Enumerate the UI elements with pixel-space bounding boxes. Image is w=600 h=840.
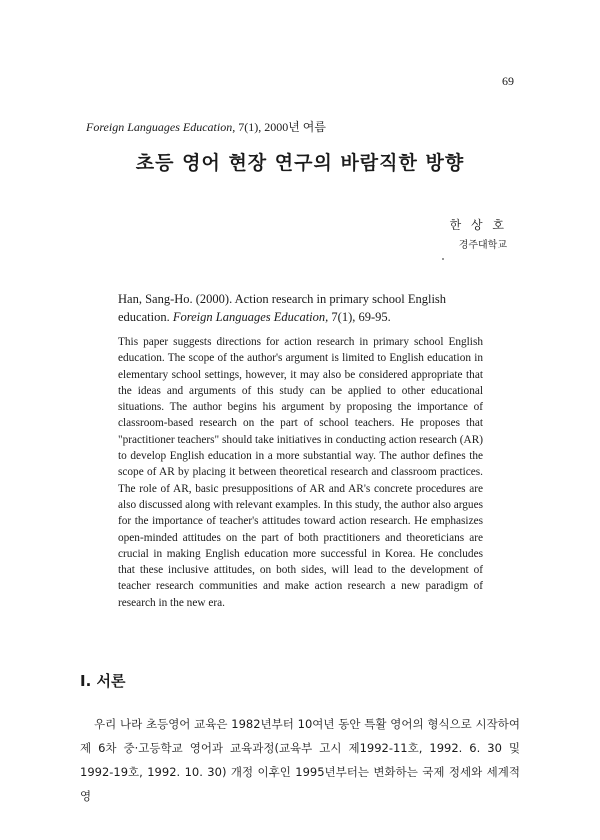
journal-header [86,118,326,135]
journal-name: Foreign Languages Education, [86,120,236,134]
journal-details: 7(1), 2000년 여름 [235,120,326,134]
section-body [80,712,520,808]
citation-prefix: Han, Sang-Ho. (2000). Action research in primary school English education. [118,292,447,324]
section-body-text: 우리 나라 초등영어 교육은 1982년부터 10여년 동안 특활 영어의 형식으로 시작하여 제 6차 중·고등학교 영어과 교육과정(교육부 고시 제1992-11호, 1992. 6. 30 및 1992-19호, 1992. 10. 30) 개정 이후인 1995년부터는 변화하는 국제 정세와 세계적 영 [80,717,520,803]
page-number: 69 [502,74,514,88]
author-name: 한 상 호 [449,218,507,232]
section-heading: I. 서론 [80,672,126,690]
paper-title: 초등 영어 현장 연구의 바람직한 방향 [135,152,465,174]
stray-mark [442,258,444,260]
abstract: This paper suggests directions for action research in primary school English education. The scope of the author's argument is limited to English education in elementary school settings, however, it may also be considered appropriate that the ideas and arguments of this study can be applied to other educational situations. The author begins his argument by proposing the importance of classroom-based research on the part of school teachers. He proposes that "practitioner teachers" should take initiatives in conducting action research (AR) to develop English education in a more substantial way. The author defines the scope of AR by placing it between theoretical research and classroom practices. The role of AR, basic presuppositions of AR and AR's concrete procedures are also discussed along with relevant examples. In this study, the author also argues for the importance of teacher's attitudes toward action research. He emphasizes open-minded attitudes on the part of both practitioners and theoreticians are crucial in making English education more successful in Korea. He concludes that these inclusive attitudes, on both sides, will lead to the development of teacher research communities and make action research a new paradigm of research in the new era. [118,336,483,609]
citation [118,290,488,326]
author-affiliation: 경주대학교 [458,240,507,251]
citation-journal: Foreign Languages Education, [172,310,329,324]
citation-suffix: 7(1), 69-95. [328,310,391,324]
